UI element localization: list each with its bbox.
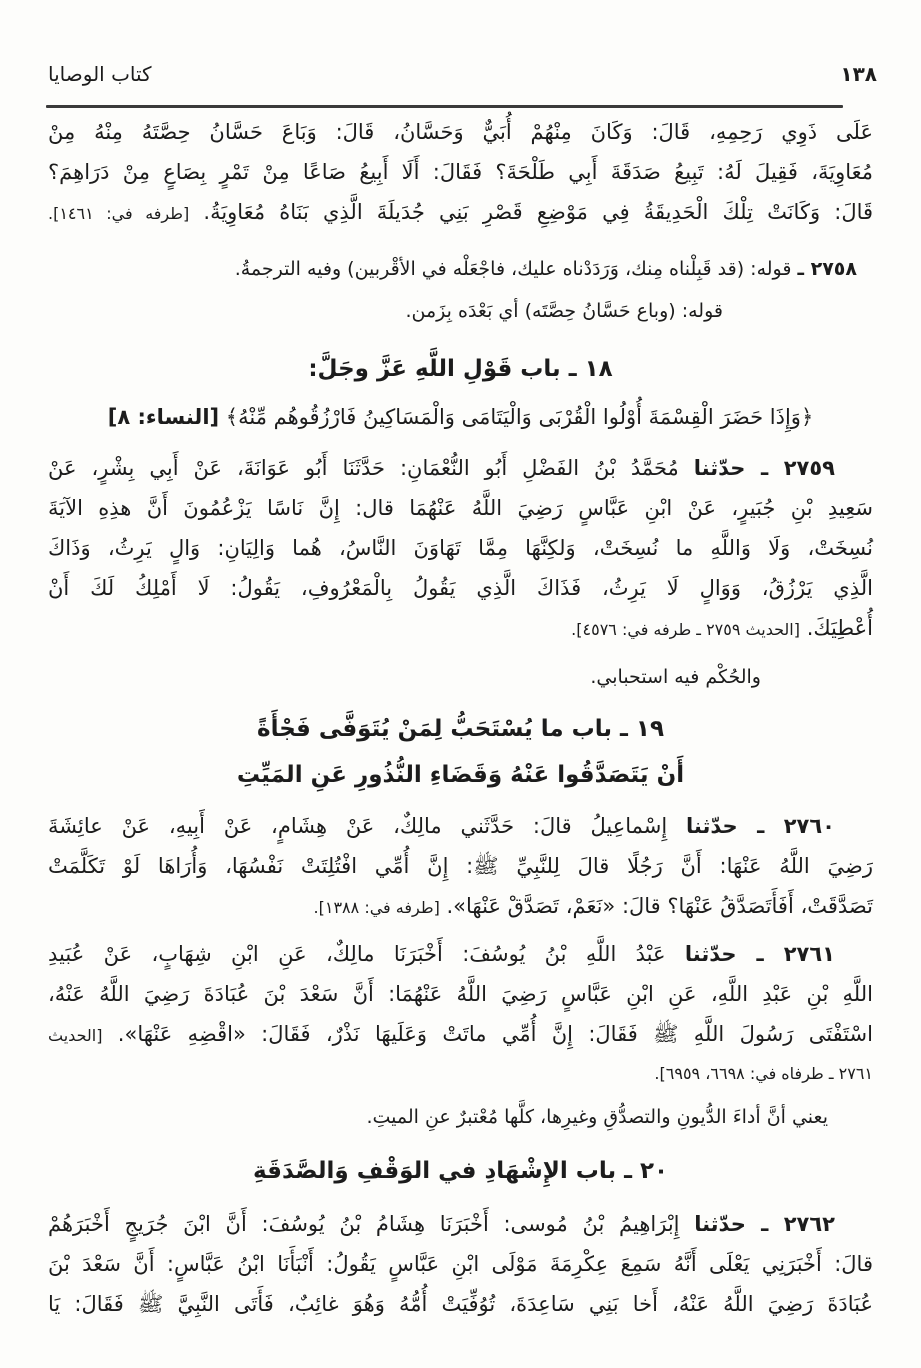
- hadith-number-lead: ٢٧٦٠ ـ حدّثنا: [686, 814, 835, 838]
- verse-text: ﴿وَإِذَا حَضَرَ الْقِسْمَةَ أُوْلُوا الْقُرْبَى وَالْيَتَامَى وَالْمَسَاكِينُ فَارْزُقُوهُم مِّنْهُ﴾: [225, 405, 814, 429]
- isnad-text: مُحَمَّدُ بْنُ الفَضْلِ أَبُو النُّعْمَانِ: حَدَّثَنَا أَبُو عَوَانَةَ، عَنْ أَبِي بِشْرٍ، عَنْ: [48, 456, 679, 480]
- hadith-line: [48, 806, 873, 846]
- reference-citation: [طرفه في: ١٤٦١].: [48, 204, 190, 223]
- note-2758: [48, 248, 873, 332]
- hadith-line: عُبَادَةَ رَضِيَ اللَّهُ عَنْهُ، أَخا بَنِي سَاعِدَةَ، تُوُفِّيَتْ أُمُّهُ وَهُوَ غائِبٌ، فَأَتَى النَّبِيَّ ﷺ فَقَالَ: يَا: [48, 1292, 873, 1316]
- note-text: قوله: (قد قَبِلْناه مِنك، وَرَدَدْناه عليك، فاجْعَلْه في الأقْربين) وفيه الترجمةُ.: [234, 258, 792, 280]
- hadith-line: رَضِيَ اللَّهُ عَنْهَا: أَنَّ رَجُلًا قالَ لِلنَّبِيِّ ﷺ: إِنَّ أُمِّي افْتُلِتَتْ نَفْسُهَا، وَأُرَاهَا لَوْ تَكَلَّمَتْ: [48, 854, 873, 878]
- text-segment: اسْتَفْتَى رَسُولَ اللَّهِ ﷺ فَقَالَ: إِنَّ أُمِّي ماتَتْ وَعَلَيهَا نَذْرٌ، فَقَالَ: «اقْضِهِ عَنْهَا».: [117, 1022, 873, 1046]
- text-segment: أُعْطِيَكَ.: [806, 616, 873, 640]
- note-line: [48, 248, 873, 290]
- reference-citation: ٢٧٦١ ـ طرفاه في: ٦٦٩٨، ٦٩٥٩].: [654, 1064, 873, 1083]
- chapter-heading-line: ١٩ ـ باب ما يُسْتَحَبُّ لِمَنْ يُتَوَفَّى فَجْأَةً: [257, 716, 664, 742]
- hadith-2760: [48, 806, 873, 928]
- hadith-line: [48, 886, 873, 928]
- hadith-2762: [48, 1204, 873, 1324]
- reference-citation: [الحديث ٢٧٥٩ ـ طرفه في: ٤٥٧٦].: [571, 620, 800, 639]
- text-line: عَلَى ذَوِي رَحِمِهِ، قَالَ: وَكَانَ مِنْهُمْ أُبَيٌّ وَحَسَّانُ، قَالَ: وَبَاعَ حَسَّانُ حِصَّتَهُ مِنْهُ مِنْ: [48, 120, 873, 144]
- chapter-heading-line: أَنْ يَتَصَدَّقُوا عَنْهُ وَقَضَاءِ النُّذُورِ عَنِ المَيِّتِ: [236, 762, 685, 788]
- text-segment: قَالَ: وَكَانَتْ تِلْكَ الْحَدِيقَةُ فِي مَوْضِعِ قَصْرِ بَنِي جُدَيلَةَ الَّذِي بَنَاهُ مُعَاوِيَةُ.: [203, 200, 874, 224]
- hadith-line: الَّذِي يَرْزُقُ، وَوَالٍ لَا يَرِثُ، فَذَاكَ الَّذِي يَقُولُ بِالْمَعْرُوفِ، يَقُولُ: لَا أَمْلِكُ لَكَ أَنْ: [48, 576, 873, 600]
- note-line: قوله: (وباع حَسَّانُ حِصَّتَه) أي بَعْدَه بِزَمن.: [405, 300, 723, 322]
- comment-line: والحُكْم فيه استحبابي.: [590, 666, 761, 688]
- text-segment: تَصَدَّقَتْ، أَفَأَتَصَدَّقُ عَنْهَا؟ قالَ: «نَعَمْ، تَصَدَّقْ عَنْهَا».: [446, 894, 873, 918]
- hadith-line: [48, 448, 873, 488]
- hadith-number-lead: ٢٧٦٢ ـ حدّثنا: [694, 1212, 835, 1236]
- page-body: [48, 112, 873, 1324]
- chapter-heading-20: ٢٠ ـ باب الإِشْهَادِ في الوَقْفِ وَالصَّدَقَةِ: [252, 1158, 669, 1184]
- hadith-line: قالَ: أَخْبَرَنِي يَعْلَى أَنَّهُ سَمِعَ عِكْرِمَةَ مَوْلَى ابْنِ عَبَّاسٍ يَقُولُ: أَنْبَأَنَا ابْنُ عَبَّاسٍ: أَنَّ سَعْدَ بْنَ: [48, 1252, 873, 1276]
- text-line: [48, 192, 873, 234]
- hadith-line: [48, 934, 873, 974]
- running-head: [48, 62, 877, 86]
- reference-citation: [الحديث: [48, 1026, 103, 1045]
- hadith-number-lead: ٢٧٥٩ ـ حدّثنا: [693, 456, 835, 480]
- hadith-line: نُسِخَتْ، وَلَا وَاللَّهِ ما نُسِخَتْ، وَلكِنَّهَا مِمَّا تَهَاوَنَ النَّاسُ، هُما وَالِيَانِ: وَالٍ يَرِثُ، وَذَاكَ: [48, 536, 873, 560]
- hadith-line: اللَّهِ بْنِ عَبْدِ اللَّهِ، عَنِ ابْنِ عَبَّاسٍ رَضِيَ اللَّهُ عَنْهُمَا: أَنَّ سَعْدَ بْنَ عُبَادَةَ رَضِيَ اللَّهُ عَنْهُ،: [48, 982, 873, 1006]
- hadith-2759: [48, 448, 873, 650]
- hadith-number-lead: ٢٧٦١ ـ حدّثنا: [684, 942, 835, 966]
- verse-reference: [النساء: ٨]: [107, 405, 220, 429]
- page-number: ١٣٨: [840, 62, 877, 86]
- reference-citation: [طرفه في: ١٣٨٨].: [313, 898, 440, 917]
- hadith-number: ٢٧٥٨ ـ: [797, 258, 857, 280]
- comment-line: يعني أنَّ أداءَ الدُّيونِ والتصدُّقِ وغيرِها، كلَّها مُعْتبرٌ عنِ الميتِ.: [366, 1106, 828, 1128]
- quran-verse: [48, 394, 873, 440]
- hadith-2761: [48, 934, 873, 1092]
- hadith-line: سَعِيدِ بْنِ جُبَيرٍ، عَنْ ابْنِ عَبَّاسٍ رَضِيَ اللَّهُ عَنْهُمَا قال: إِنَّ نَاسًا يَزْعُمُونَ أَنَّ هذِهِ الآيَةَ: [48, 496, 873, 520]
- isnad-text: إِسْماعِيلُ قالَ: حَدَّثَني مالِكٌ، عَنْ هِشَامٍ، عَنْ أَبِيهِ، عَنْ عائِشَةَ: [48, 814, 668, 838]
- isnad-text: عَبْدُ اللَّهِ بْنُ يُوسُفَ: أَخْبَرَنَا مالِكٌ، عَنِ ابْنِ شِهَابٍ، عَنْ عُبَيدِ: [48, 942, 666, 966]
- isnad-text: إِبْرَاهِيمُ بْنُ مُوسى: أَخْبَرَنَا هِشَامُ بْنُ يُوسُفَ: أَنَّ ابْنَ جُرَيجٍ أَخْبَرَهُمْ: [48, 1212, 680, 1236]
- hadith-line: [48, 608, 873, 650]
- text-line: مُعَاوِيَةَ، فَقِيلَ لَهُ: تَبِيعُ صَدَقَةَ أَبِي طَلْحَةَ؟ فَقَالَ: أَلَا أَبِيعُ صَاعًا مِنْ تَمْرٍ بِصَاعٍ مِنْ دَرَاهِمَ؟: [48, 160, 873, 184]
- hadith-line: [48, 1204, 873, 1244]
- book-title: كتاب الوصايا: [48, 62, 152, 86]
- hadith-line: [48, 1014, 873, 1056]
- chapter-heading-18: ١٨ ـ باب قَوْلِ اللَّهِ عَزَّ وجَلَّ:: [308, 356, 613, 382]
- header-divider: [46, 105, 843, 108]
- chapter-heading-19: [48, 706, 873, 798]
